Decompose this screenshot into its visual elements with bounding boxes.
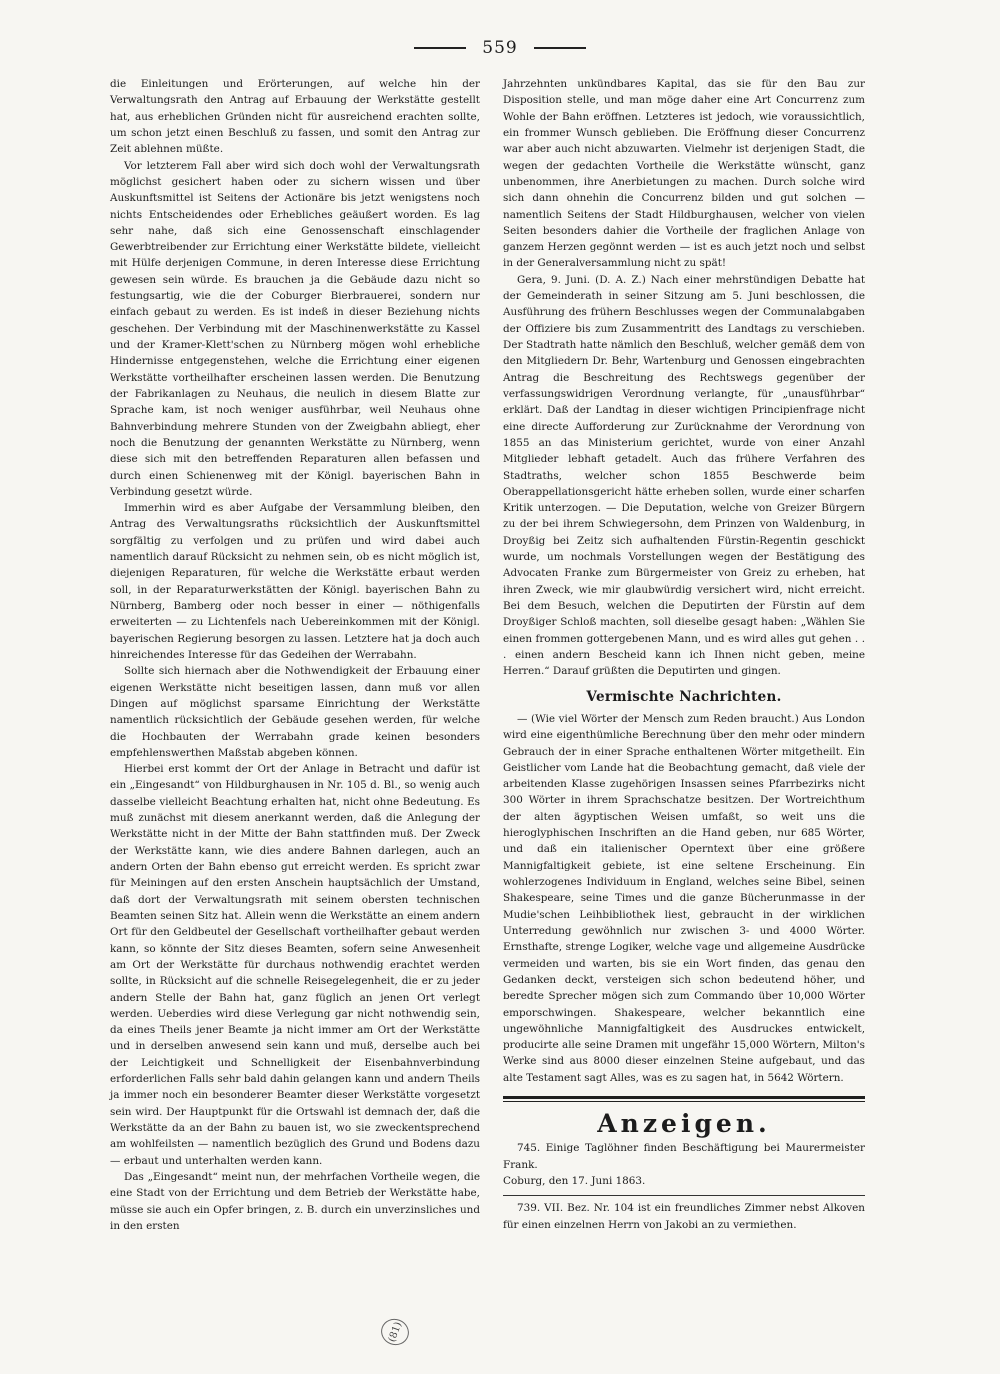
ad-745-place-date: Coburg, den 17. Juni 1863. [503, 1175, 646, 1187]
left-paragraph-5: Hierbei erst kommt der Ort der Anlage in Betracht und dafür ist ein „Eingesandt“ von Hildburghausen in Nr. 105 d. Bl., so wenig auch dasselbe vielleicht Beachtung erhalten hat, nicht ohne Bedeutung. Es muß zunächst mit diesem anerkannt werden, daß die Anlegung der Werkstätte nicht in der Mitte der Bahn stattfinden muß. Der Zweck der Werkstätte kann, wie dies andere Bahnen darlegen, auch an andern Orten der Bahn ebenso gut erreicht werden. Es spricht zwar für Meiningen auf den ersten Anschein hauptsächlich der Umstand, daß dort der Verwaltungsrath mit seinem obersten technischen Beamten seinen Sitz hat. Allein wenn die Werkstätte an einem andern Ort für den Geldbeutel der Gesellschaft vortheilhafter gebaut werden kann, so könnte der Sitz dieses Beamten, sofern seine Anwesenheit am Ort der Werkstätte für durchaus nothwendig erachtet werden sollte, in Rücksicht auf die schnelle Reisegelegenheit, die er zu jeder andern Stelle der Bahn hat, ganz füglich an jenen Ort verlegt werden. Ueberdies wird diese Verlegung gar nicht nothwendig sein, da eines Theils jener Beamte ja nicht immer am Ort der Werkstätte und in derselben anwesend sein kann und muß, derselbe auch bei der Leichtigkeit und Schnelligkeit der Eisenbahnverbindung erforderlichen Falls sehr bald dahin gelangen kann und andern Theils ja immer noch ein besonderer Beamter dieser Werkstätte vorgesetzt sein wird. Der Hauptpunkt für die Ortswahl ist demnach der, daß die Werkstätte da an der Bahn zu bauen ist, wo sie zweckentsprechend am wohlfeilsten — namentlich bezüglich des Grund und Bodens dazu — erbaut und unterhalten werden kann. [110, 763, 480, 1167]
ads-title: Anzeigen. [597, 1109, 771, 1139]
gera-article: Gera, 9. Juni. (D. A. Z.) Nach einer mehrstündigen Debatte hat der Gemeinderath in seiner Sitzung am 5. Juni beschlossen, die Ausführung des frühern Beschlusses wegen der Communalabgaben der Offiziere bis zum Zusammentritt des Landtags zu verschieben. Der Stadtrath hatte nämlich den Beschluß, welcher gemäß dem von den Mitgliedern Dr. Behr, Wartenburg und Genossen eingebrachten Antrag die Beschreitung des Rechtswegs gegenüber der verfassungswidrigen Verordnung verlangte, für „unausführbar“ erklärt. Daß der Landtag in dieser wichtigen Principienfrage nicht eine directe Aufforderung zur Zurücknahme der Verordnung von 1855 an das Ministerium gerichtet, wurde von einer Anzahl Mitglieder lebhaft getadelt. Auch das frühere Verfahren des Stadtraths, welcher schon 1855 Beschwerde beim Oberappellationsgericht hätte erheben sollen, wurde einer scharfen Kritik unterzogen. — Die Deputation, welche von Greizer Bürgern zu der bei ihrem Schwiegersohn, dem Prinzen von Waldenburg, in Droyßig bei Zeitz sich aufhaltenden Fürstin-Regentin geschickt wurde, um nochmals Vorstellungen wegen der Bestätigung des Advocaten Franke zum Bürgermeister von Greiz zu erheben, hat ihren Zweck, wie mir glaubwürdig versichert wird, nicht erreicht. Bei dem Besuch, welchen die Deputirten der Fürstin auf dem Droyßiger Schloß machten, soll dieselbe gesagt haben: „Wählen Sie einen frommen gottergebenen Mann, und es wird alles gut gehen . . . einen andern Bescheid kann ich Ihnen nicht geben, meine Herren.“ Darauf grüßten die Deputirten und gingen. [503, 273, 865, 678]
library-stamp: (81) [377, 1315, 412, 1349]
header-rule-left [414, 47, 466, 49]
ads-divider-thick [503, 1096, 865, 1099]
page-number: 559 [482, 38, 518, 58]
left-paragraph-3: Immerhin wird es aber Aufgabe der Versammlung bleiben, den Antrag des Verwaltungsraths rücksichtlich der Auskunftsmittel sorgfältig zu verfolgen und zu prüfen und wird dabei auch namentlich darauf Rücksicht zu nehmen sein, ob es nicht möglich ist, diejenigen Reparaturen, für welche die Werkstätte erbaut werden soll, in der Reparaturwerkstätten der Königl. bayerischen Bahn zu Nürnberg, Bamberg oder noch besser in einer — nöthigenfalls erweiterten — zu Lichtenfels nach Uebereinkommen mit der Königl. bayerischen Regierung besorgen zu lassen. Letztere hat ja doch auch hinreichendes Interesse für das Gedeihen der Werrabahn. [110, 502, 480, 661]
right-paragraph-1: Jahrzehnten unkündbares Kapital, das sie für den Bau zur Disposition stelle, und man möge daher eine Art Concurrenz zum Wohle der Bahn eröffnen. Letzteres ist jedoch, wie voraussichtlich, ein frommer Wunsch geblieben. Die Eröffnung dieser Concurrenz war aber auch nicht abzuwarten. Vielmehr ist derjenigen Stadt, die wegen der gedachten Vortheile die Werkstätte wünscht, ganz unbenommen, ihre Anerbietungen zu machen. Durch solche wird sich dann ohnehin die Concurrenz bilden und gut solchen — namentlich Seitens der Stadt Hildburghausen, welcher von vielen Seiten besonders dahier die Vortheile der fraglichen Anlage von ganzem Herzen gegönnt werden — ist es auch jetzt noch und selbst in der Generalversammlung nicht zu spät! [503, 78, 865, 270]
left-paragraph-2: Vor letzterem Fall aber wird sich doch wohl der Verwaltungsrath möglichst gesichert haben oder zu sichern wissen und über Auskunftsmittel ist Seitens der Actionäre bis jetzt wenigstens noch nichts Entscheidendes oder Erhebliches geäußert worden. Es lag sehr nahe, daß sich eine Genossenschaft einschlagender Gewerbtreibender zur Errichtung einer Werkstätte bildete, vielleicht mit Hülfe derjenigen Commune, in deren Interesse diese Errichtung gewesen sein würde. Es brauchen ja die Gebäude dazu nicht so festungsartig, wie die der Coburger Bierbrauerei, sondern nur einfach gebaut zu werden. Es ist indeß in dieser Beziehung nichts geschehen. Der Verbindung mit der Maschinenwerkstätte zu Kassel und der Kramer-Klett'schen zu Nürnberg mögen wohl erhebliche Hindernisse entgegenstehen, welche die Errichtung einer eigenen Werkstätte vortheilhafter erscheinen lassen werden. Die Benutzung der Fabrikanlagen zu Neuhaus, die neulich in diesem Blatte zur Sprache kam, ist noch weniger ausführbar, weil Neuhaus ohne Bahnverbindung mehrere Stunden von der Zweigbahn abliegt, eher noch die Benutzung der genannten Werkstätte zu Nürnberg, wenn diese sich mit den betreffenden Reparaturen allen befassen und durch einen Schienenweg mit der Königl. bayerischen Bahn in Verbindung gesetzt würde. [110, 159, 480, 498]
left-column [110, 76, 480, 1234]
header-rule-right [534, 47, 586, 49]
misc-section-title: Vermischte Nachrichten. [586, 688, 782, 705]
page-header [0, 38, 1000, 58]
left-paragraph-1: die Einleitungen und Erörterungen, auf welche hin der Verwaltungsrath den Antrag auf Erbauung der Werkstätte gestellt hat, aus erheblichen Gründen nicht für ausreichend erachten sollte, um schon jetzt einen Beschluß zu fassen, und somit den Antrag zur Zeit ablehnen müßte. [110, 78, 480, 156]
misc-article: — (Wie viel Wörter der Mensch zum Reden braucht.) Aus London wird eine eigenthümliche Berechnung über den mehr oder mindern Gebrauch der in einer Sprache enthaltenen Wörter mitgetheilt. Ein Geistlicher vom Lande hat die Beobachtung gemacht, daß viele der arbeitenden Klasse zugehörigen Insassen seines Pfarrbezirks nicht 300 Wörter in ihrem Sprachschatze besitzen. Der Wortreichthum der alten ägyptischen Weisen umfaßt, so weit uns die hieroglyphischen Inschriften an die Hand geben, nur 685 Wörter, und daß ein italienischer Operntext über eine größere Mannigfaltigkeit gebiete, ist eine seltene Erscheinung. Ein wohlerzogenes Individuum in England, welches seine Bibel, seinen Shakespeare, seine Times und die ganze Bücherunmasse in der Mudie'schen Leihbibliothek liest, gebraucht in der wirklichen Unterredung gewöhnlich nur zwischen 3- und 4000 Wörter. Ernsthafte, strenge Logiker, welche vage und allgemeine Ausdrücke vermeiden und warten, bis sie ein Wort finden, das genau den Gedanken deckt, versteigen sich schon bedeutend höher, und beredte Sprecher mögen sich zum Commando über 10,000 Wörter emporschwingen. Shakespeare, welcher bekanntlich eine ungewöhnliche Mannigfaltigkeit des Ausdruckes entwickelt, producirte alle seine Dramen mit ungefähr 15,000 Wörtern, Milton's Werke sind aus 8000 dieser einzelnen Steine aufgebaut, und das alte Testament sagt Alles, was es zu sagen hat, in 5642 Wörtern. [503, 712, 865, 1084]
left-paragraph-4: Sollte sich hiernach aber die Nothwendigkeit der Erbauung einer eigenen Werkstätte nicht beseitigen lassen, dann muß vor allen Dingen auf möglichst sparsame Einrichtung der Werkstätte namentlich rücksichtlich der Gebäude gesehen werden, für welche die Hochbauten der Werrabahn grade keinen besonders empfehlenswerthen Maßstab abgeben können. [110, 665, 480, 759]
ad-745-text: 745. Einige Taglöhner finden Beschäftigung bei Maurermeister Frank. [503, 1142, 865, 1171]
ad-739-text: 739. VII. Bez. Nr. 104 ist ein freundliches Zimmer nebst Alkoven für einen einzelnen Herrn von Jakobi an zu vermiethen. [503, 1202, 865, 1231]
ad-separator [503, 1195, 865, 1196]
right-column [503, 76, 865, 1233]
ads-divider-thin [503, 1101, 865, 1102]
left-paragraph-6: Das „Eingesandt“ meint nun, der mehrfachen Vortheile wegen, die eine Stadt von der Errichtung und dem Betrieb der Werkstätte habe, müsse sie auch ein Opfer bringen, z. B. durch ein unverzinsliches und in den ersten [110, 1170, 480, 1232]
